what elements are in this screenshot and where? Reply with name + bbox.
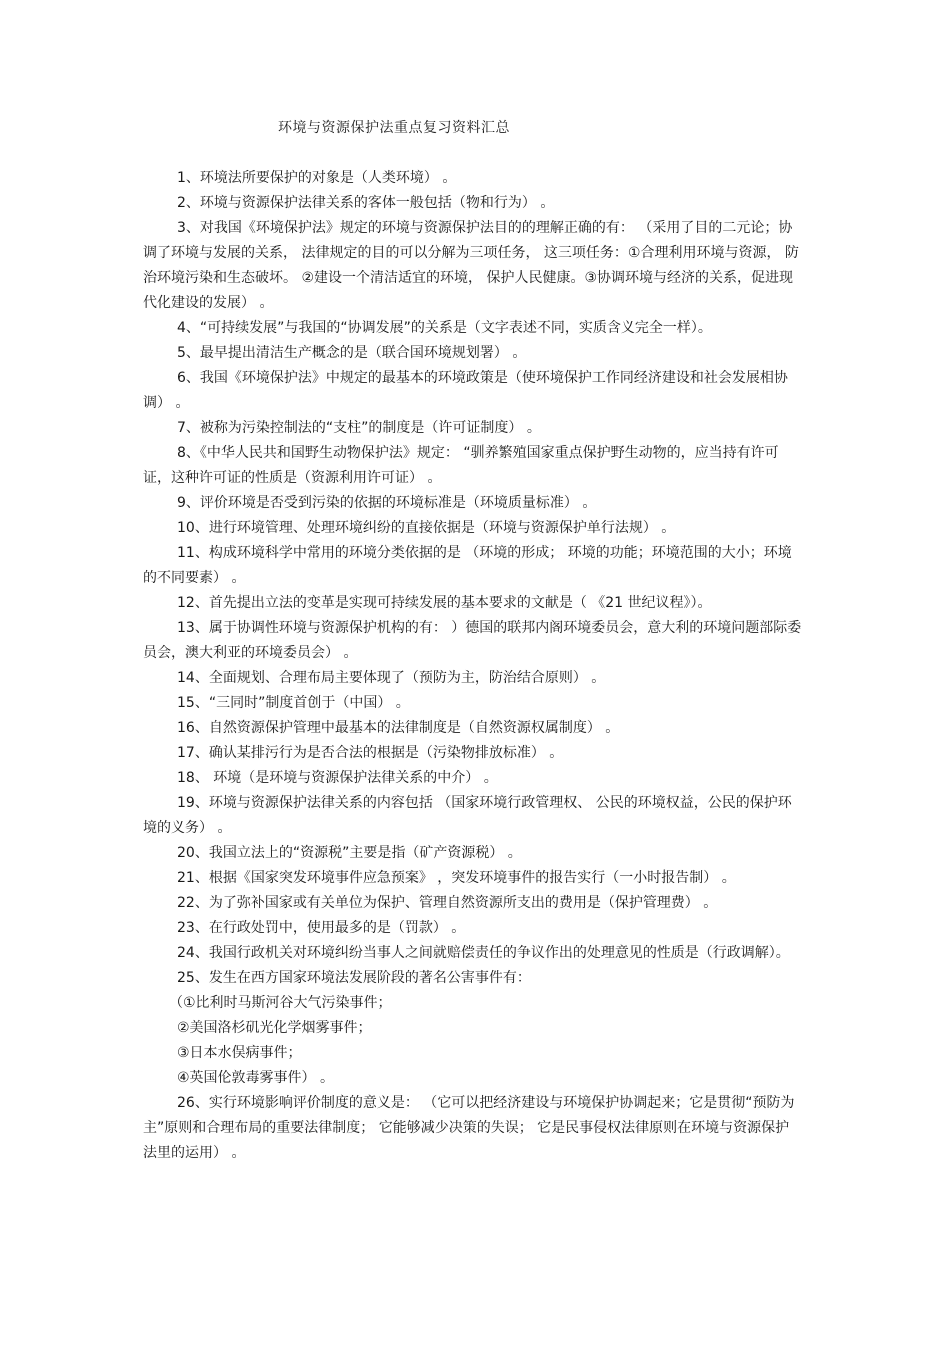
item-8: 8、《中华人民共和国野生动物保护法》规定： “驯养繁殖国家重点保护野生动物的，应当持有许可证，这种许可证的性质是（资源利用许可证） 。 bbox=[143, 445, 779, 486]
item-23: 23、在行政处罚中，使用最多的是（罚款） 。 bbox=[177, 920, 466, 936]
item-13: 13、属于协调性环境与资源保护机构的有： ）德国的联邦内阁环境委员会，意大利的环境问题部际委员会，澳大利亚的环境委员会） 。 bbox=[143, 620, 802, 661]
item-12: 12、首先提出立法的变革是实现可持续发展的基本要求的文献是（ 《21 世纪议程》）。 bbox=[177, 595, 712, 611]
item-17: 17、确认某排污行为是否合法的根据是（污染物排放标准） 。 bbox=[177, 745, 564, 761]
item-25: 25、发生在西方国家环境法发展阶段的著名公害事件有： bbox=[177, 970, 531, 986]
item-18: 18、 环境（是环境与资源保护法律关系的中介） 。 bbox=[177, 770, 498, 786]
item-26: 26、实行环境影响评价制度的意义是： （它可以把经济建设与环境保护协调起来；它是贯彻“预防为主”原则和合理布局的重要法律制度； 它能够减少决策的失误； 它是民事侵权法律原则在环境与资源保护法里的运用） 。 bbox=[143, 1095, 795, 1161]
item-21: 21、根据《国家突发环境事件应急预案》 ，突发环境事件的报告实行（一小时报告制） 。 bbox=[177, 870, 736, 886]
item-9: 9、评价环境是否受到污染的依据的环境标准是（环境质量标准） 。 bbox=[177, 495, 597, 511]
item-10: 10、进行环境管理、处理环境纠纷的直接依据是（环境与资源保护单行法规） 。 bbox=[177, 520, 676, 536]
item-2: 2、环境与资源保护法律关系的客体一般包括（物和行为） 。 bbox=[177, 195, 555, 211]
item-3: 3、对我国《环境保护法》规定的环境与资源保护法目的的理解正确的有： （采用了目的二元论；协调了环境与发展的关系， 法律规定的目的可以分解为三项任务， 这三项任务：①合理利用环境与资源， 防治环境污染和生态破坏。 ②建设一个清洁适宜的环境， 保护人民健康。③协调环境与经济的关系，促进现代化建设的发展） 。 bbox=[143, 220, 799, 311]
item-15: 15、“三同时”制度首创于（中国） 。 bbox=[177, 695, 410, 711]
document-title: 环境与资源保护法重点复习资料汇总 bbox=[278, 120, 510, 136]
item-19: 19、环境与资源保护法律关系的内容包括 （国家环境行政管理权、 公民的环境权益，公民的保护环境的义务） 。 bbox=[143, 795, 792, 836]
item-11: 11、构成环境科学中常用的环境分类依据的是 （环境的形成； 环境的功能；环境范围的大小；环境的不同要素） 。 bbox=[143, 545, 792, 586]
item-6: 6、我国《环境保护法》中规定的最基本的环境政策是（使环境保护工作同经济建设和社会发展相协调） 。 bbox=[143, 370, 788, 411]
item-4: 4、“可持续发展”与我国的“协调发展”的关系是（文字表述不同，实质含义完全一样）。 bbox=[177, 320, 712, 336]
item-22: 22、为了弥补国家或有关单位为保护、管理自然资源所支出的费用是（保护管理费） 。 bbox=[177, 895, 718, 911]
item-14: 14、全面规划、合理布局主要体现了（预防为主，防治结合原则） 。 bbox=[177, 670, 606, 686]
item-25-sub-4: ④英国伦敦毒雾事件） 。 bbox=[177, 1070, 335, 1086]
item-25-sub-2: ②美国洛杉矶光化学烟雾事件； bbox=[177, 1020, 372, 1036]
item-7: 7、被称为污染控制法的“支柱”的制度是（许可证制度） 。 bbox=[177, 420, 541, 436]
item-1: 1、环境法所要保护的对象是（人类环境） 。 bbox=[177, 170, 457, 186]
document-body bbox=[143, 166, 803, 1166]
item-25-sub-3: ③日本水俣病事件； bbox=[177, 1045, 302, 1061]
item-25-sub-1: （①比利时马斯河谷大气污染事件； bbox=[169, 995, 392, 1011]
item-16: 16、自然资源保护管理中最基本的法律制度是（自然资源权属制度） 。 bbox=[177, 720, 620, 736]
item-20: 20、我国立法上的“资源税”主要是指（矿产资源税） 。 bbox=[177, 845, 522, 861]
item-5: 5、最早提出清洁生产概念的是（联合国环境规划署） 。 bbox=[177, 345, 527, 361]
item-24: 24、我国行政机关对环境纠纷当事人之间就赔偿责任的争议作出的处理意见的性质是（行政调解）。 bbox=[177, 945, 790, 961]
